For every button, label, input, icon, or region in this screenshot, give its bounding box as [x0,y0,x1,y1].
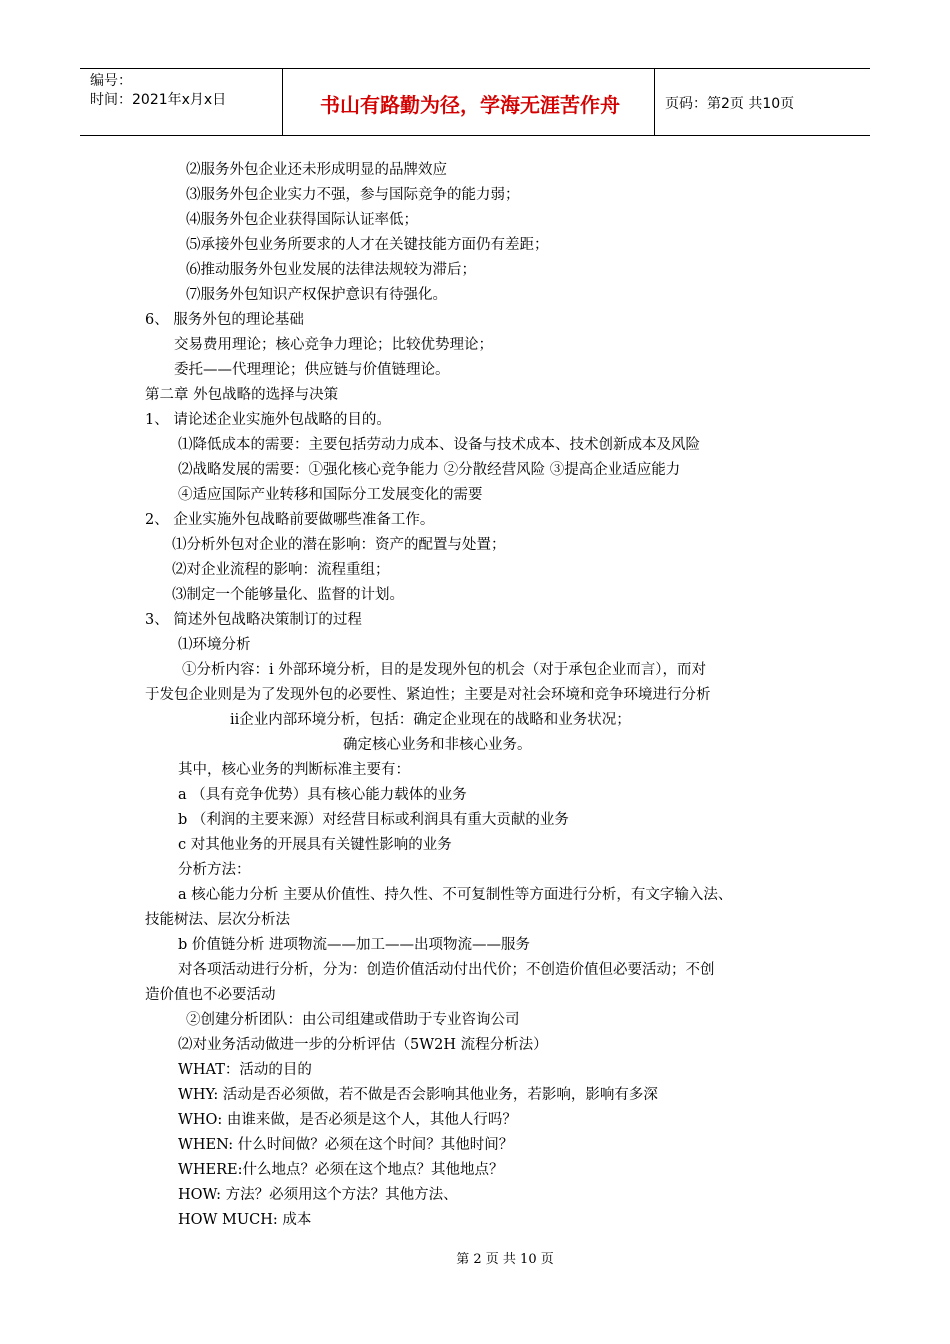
body-line: ②创建分析团队：由公司组建或借助于专业咨询公司 [186,1012,520,1028]
body-line: WHEN: 什么时间做？必须在这个时间？其他时间？ [178,1137,514,1153]
section-heading: 3、 简述外包战略决策制订的过程 [145,612,362,628]
section-heading: 6、 服务外包的理论基础 [145,312,304,328]
chapter-heading: 第二章 外包战略的选择与决策 [145,387,339,403]
body-line: ⑶制定一个能够量化、监督的计划。 [172,587,404,603]
body-line: ⑹推动服务外包业发展的法律法规较为滞后； [186,262,476,278]
body-line: ⑵战略发展的需要：①强化核心竞争能力 ②分散经营风险 ③提高企业适应能力 [178,462,681,478]
body-line: b 价值链分析 进项物流——加工——出项物流——服务 [178,937,530,953]
body-line: ⑶服务外包企业实力不强，参与国际竞争的能力弱； [186,187,520,203]
body-line: 确定核心业务和非核心业务。 [343,737,532,753]
body-line: 造价值也不必要活动 [145,987,276,1003]
header-page-info: 页码：第2页 共10页 [665,96,795,112]
body-line: ④适应国际产业转移和国际分工发展变化的需要 [178,487,483,503]
body-line: 技能树法、层次分析法 [145,912,290,928]
body-line: b （利润的主要来源）对经营目标或利润具有重大贡献的业务 [178,812,569,828]
body-line: ①分析内容：i 外部环境分析，目的是发现外包的机会（对于承包企业而言），而对 [182,662,706,678]
body-line: ⑸承接外包业务所要求的人才在关键技能方面仍有差距； [186,237,549,253]
header-divider-right [654,69,655,135]
body-line: c 对其他业务的开展具有关键性影响的业务 [178,837,452,853]
header-number-label: 编号： [90,73,132,89]
body-line: HOW: 方法？必须用这个方法？其他方法、 [178,1187,458,1203]
header-meta [90,72,226,110]
body-line: 对各项活动进行分析，分为：创造价值活动付出代价；不创造价值但必要活动；不创 [178,962,715,978]
body-line: WHAT：活动的目的 [178,1062,312,1078]
body-line: ⑺服务外包知识产权保护意识有待强化。 [186,287,447,303]
header-motto: 书山有路勤为径，学海无涯苦作舟 [320,93,620,117]
header-date-label: 时间：2021年x月x日 [90,92,227,108]
body-line: ⑷服务外包企业获得国际认证率低； [186,212,418,228]
body-line: WHY: 活动是否必须做，若不做是否会影响其他业务，若影响，影响有多深 [178,1087,658,1103]
section-heading: 1、 请论述企业实施外包战略的目的。 [145,412,391,428]
body-line: a 核心能力分析 主要从价值性、持久性、不可复制性等方面进行分析，有文字输入法、 [178,887,733,903]
body-line: HOW MUCH: 成本 [178,1212,312,1228]
body-line: ⑴环境分析 [178,637,251,653]
body-line: a （具有竞争优势）具有核心能力载体的业务 [178,787,467,803]
body-line: ii企业内部环境分析，包括：确定企业现在的战略和业务状况； [230,712,631,728]
header-divider-left [282,69,283,135]
body-line: 委托——代理理论；供应链与价值链理论。 [174,362,450,378]
body-line: ⑴降低成本的需要：主要包括劳动力成本、设备与技术成本、技术创新成本及风险 [178,437,700,453]
body-line: ⑵对业务活动做进一步的分析评估（5W2H 流程分析法） [178,1037,548,1053]
body-line: ⑵服务外包企业还未形成明显的品牌效应 [186,162,447,178]
body-line: WHO: 由谁来做，是否必须是这个人，其他人行吗？ [178,1112,517,1128]
body-line: 于发包企业则是为了发现外包的必要性、紧迫性；主要是对社会环境和竞争环境进行分析 [145,687,711,703]
body-line: WHERE:什么地点？必须在这个地点？其他地点？ [178,1162,504,1178]
body-line: 分析方法： [178,862,251,878]
page-header [80,68,870,136]
page-footer: 第 2 页 共 10 页 [456,1252,554,1267]
body-line: 其中，核心业务的判断标准主要有： [178,762,410,778]
body-line: 交易费用理论；核心竞争力理论；比较优势理论； [174,337,493,353]
section-heading: 2、 企业实施外包战略前要做哪些准备工作。 [145,512,435,528]
body-line: ⑴分析外包对企业的潜在影响：资产的配置与处置； [172,537,506,553]
body-line: ⑵对企业流程的影响：流程重组； [172,562,390,578]
